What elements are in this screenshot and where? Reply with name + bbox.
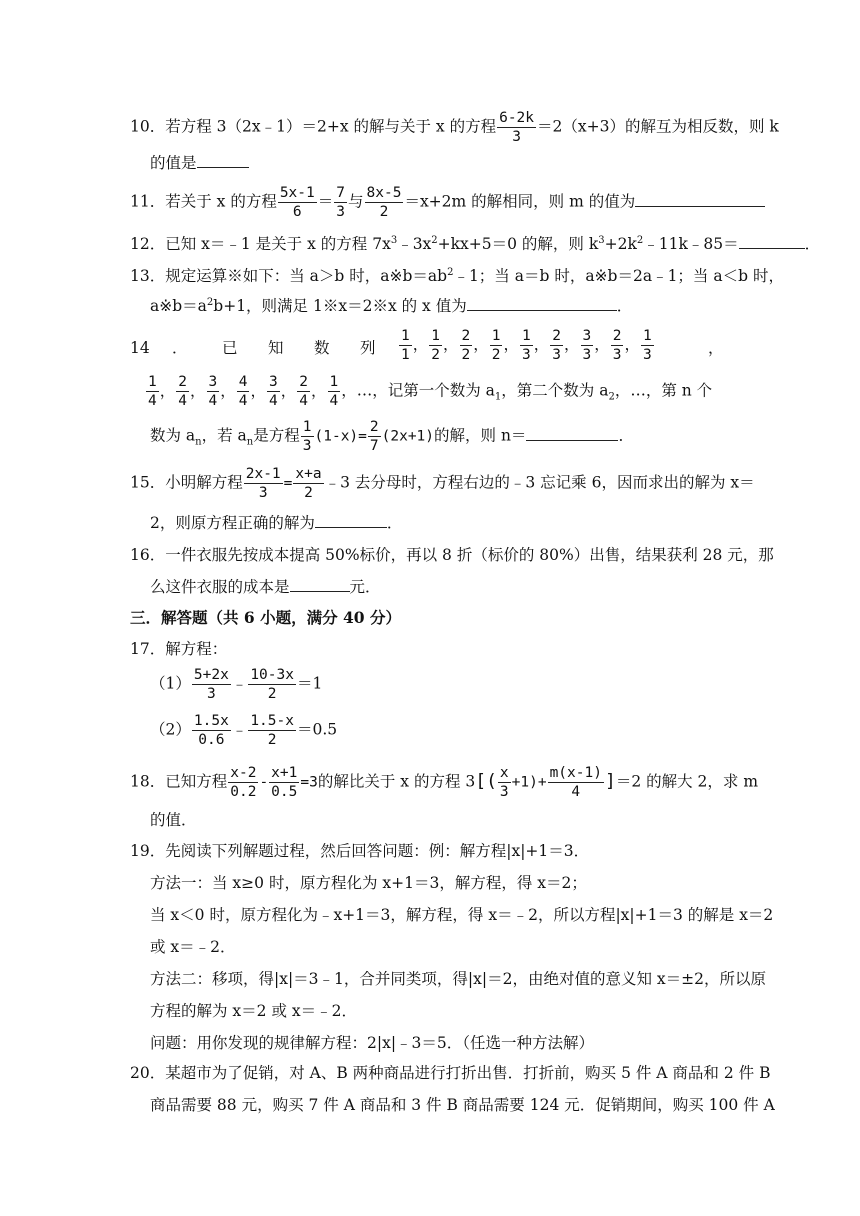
- q14-line3-b: ，若 a: [201, 426, 247, 445]
- q16-line1: 16．一件衣服先按成本提高 50%标价，再以 8 折（标价的 80%）出售，结果获利 28 元，那: [130, 546, 774, 564]
- q15-line2: 2，则原方程正确的解为: [150, 514, 315, 532]
- q14-seq-num: 2: [461, 328, 471, 344]
- q14-seq-den: 2: [491, 347, 501, 363]
- q14-seq-comma: ，: [412, 335, 429, 354]
- q17-p1-f2-num: 10-3x: [250, 667, 294, 683]
- q11-mid: 与: [348, 192, 364, 211]
- q14-seq-num: 2: [178, 374, 187, 390]
- q14-eqf1-den: 3: [302, 438, 312, 454]
- q17-p1-minus: ﹣: [231, 674, 248, 693]
- q11-f1-num: 5x-1: [279, 185, 315, 201]
- q17-p1-label: （1）: [150, 674, 191, 693]
- question-19-l2: [150, 872, 860, 894]
- q14-eqf2-den: 7: [369, 438, 379, 454]
- q10-answer-blank[interactable]: [197, 153, 249, 168]
- q13-line2b: b+1，则满足 1※x＝2※x 的 x 值为: [213, 297, 467, 316]
- q14-sub: 1: [494, 391, 502, 403]
- q14-seq-den: 4: [299, 393, 308, 409]
- q14-seq-den: 4: [148, 393, 157, 409]
- q17-p1-f2-den: 2: [267, 686, 277, 702]
- q14-seq-num: 1: [522, 328, 531, 344]
- q14-sub: 2: [608, 391, 615, 403]
- q18-f3-den: 3: [499, 784, 509, 800]
- q14-seq-fraction: [460, 327, 473, 364]
- q14-seq-comma: ，: [280, 381, 297, 400]
- q20-line1: 20．某超市为了促销，对 A、B 两种商品进行打折出售．打折前，购买 5 件 A 商品和 2 件 B: [130, 1064, 771, 1082]
- q12-c: +kx+5＝0 的解，则 k: [437, 235, 599, 254]
- question-18: [130, 764, 860, 801]
- q13-line1b: ﹣1；当 a＝b 时，a※b＝2a﹣1；当 a＜b 时，: [453, 267, 784, 286]
- q12-a: 12．已知 x＝﹣1 是关于 x 的方程 7x: [130, 235, 391, 254]
- q19-line6: 方程的解为 x＝2 或 x＝﹣2．: [150, 1002, 357, 1020]
- q15-f2-num: x+a: [295, 466, 322, 482]
- q14-line3-a: 数为 a: [150, 426, 196, 445]
- q14-seq-num: 2: [612, 328, 622, 344]
- q14-dot: ．: [172, 339, 188, 357]
- q11-text: 11．若关于 x 的方程: [130, 192, 277, 211]
- q18-f2-num: x+1: [271, 765, 298, 781]
- q10-text-after: ＝2（x+3）的解互为相反数，则 k: [537, 117, 779, 136]
- q14-seq-den: 4: [208, 393, 218, 409]
- q14-seq-fraction: [490, 327, 503, 364]
- q14-seq-comma: ，: [563, 335, 580, 354]
- q14-answer-blank[interactable]: [526, 426, 618, 441]
- q12-b: ﹣3x: [397, 235, 432, 254]
- q14-seq-fraction: [550, 327, 563, 364]
- q17-p2-f2-den: 2: [267, 732, 277, 748]
- q17-p1-f1-den: 3: [206, 686, 216, 702]
- question-19-l1: [130, 840, 860, 862]
- q19-line5: 方法二：移项，得|x|＝3﹣1，合并同类项，得|x|＝2，由绝对值的意义知 x＝±2，所以原: [150, 970, 766, 988]
- q14-seq-comma: ，: [250, 381, 266, 400]
- q14-seq-fraction: [237, 373, 250, 410]
- q10-text: 10．若方程 3（2x﹣1）＝2+x 的解与关于 x 的方程: [130, 117, 497, 136]
- question-17-part2: [150, 712, 860, 749]
- q16-answer-blank[interactable]: [290, 577, 350, 592]
- q14-seq-comma: ，: [473, 335, 489, 354]
- question-15: [130, 465, 860, 502]
- q15-text: 15．小明解方程: [130, 473, 243, 492]
- q18-text-after: ＝2 的解大 2，求 m: [615, 772, 759, 791]
- q14-char: 知: [268, 339, 284, 357]
- q11-f3-num: 8x-5: [366, 185, 402, 201]
- q12-d: +2k: [604, 235, 637, 254]
- question-19-l5: [150, 968, 860, 990]
- q13-sup: 2: [206, 297, 214, 308]
- q19-line2: 方法一：当 x≥0 时，原方程化为 x+1＝3，解方程，得 x＝2；: [150, 874, 587, 892]
- section-3-heading: [130, 607, 860, 629]
- q14-seq-comma: ，: [624, 335, 640, 354]
- question-14: [130, 327, 860, 367]
- question-14-line3: 数为 $a_n$，若 $a_n$是方程 $\frac{1}{3}$ (1-x)= $\frac{2}{7}$ (2x+1)的解，则 n＝ ．: [150, 419, 634, 454]
- q14-seq-num: 4: [238, 374, 248, 390]
- q14-sequence-row2: [145, 374, 341, 409]
- q14-seq-num: 2: [552, 328, 561, 344]
- q17-p1-end: ＝1: [296, 674, 323, 693]
- q18-bracket-open: [(: [475, 770, 497, 792]
- q18-f3-num: x: [499, 765, 509, 781]
- q14-char: 列: [360, 339, 376, 357]
- q14-line2-text: ，…，记第一个数为 a: [341, 381, 495, 400]
- q18-f2-den: 0.5: [271, 784, 298, 800]
- q14-seq-num: 1: [329, 374, 339, 390]
- q14-seq-den: 3: [522, 347, 531, 363]
- q14-seq-num: 1: [491, 328, 501, 344]
- q18-plus1: +1)+: [511, 774, 547, 791]
- q14-seq-den: 4: [329, 393, 339, 409]
- question-20-l2: [150, 1094, 860, 1116]
- q14-sub: n: [195, 436, 202, 448]
- q14-eqf1-num: 1: [302, 419, 312, 435]
- q14-seq-num: 1: [643, 328, 652, 344]
- q18-eq3: =3: [300, 774, 318, 791]
- q12-sup: 2: [636, 235, 644, 246]
- question-19-l6: [150, 1000, 860, 1022]
- q13-line1: 13．规定运算※如下：当 a＞b 时，a※b＝ab: [130, 267, 448, 286]
- question-18-line2: [150, 809, 860, 831]
- q14-seq-fraction: [267, 373, 280, 410]
- q14-comma: ，: [708, 339, 724, 357]
- q20-line2: 商品需要 88 元，购买 7 件 A 商品和 3 件 B 商品需要 124 元．促销期间，购买 100 件 A: [150, 1096, 775, 1114]
- q11-eq: ＝: [317, 192, 334, 211]
- q14-seq-den: 4: [178, 393, 187, 409]
- question-11: [130, 184, 860, 221]
- q16-line2b: 元．: [349, 578, 381, 596]
- q14-seq-den: 3: [612, 347, 622, 363]
- question-16-line2: [150, 576, 860, 598]
- q14-seq-num: 1: [148, 374, 157, 390]
- q19-line4: 或 x＝﹣2．: [150, 938, 236, 956]
- q14-seq-fraction: [611, 327, 624, 364]
- q17-p2-f1-den: 0.6: [198, 732, 225, 748]
- q13-sup: 2: [447, 267, 454, 278]
- q14-seq-den: 2: [431, 347, 440, 363]
- q14-seq-den: 4: [269, 393, 278, 409]
- q14-seq-comma: ，: [533, 335, 550, 354]
- q14-eq-mid1: (1-x)=: [314, 428, 367, 445]
- q18-mid: 的解比关于 x 的方程 3: [317, 772, 476, 791]
- q17-p2-f2-num: 1.5-x: [250, 713, 294, 729]
- q14-seq-fraction: [581, 327, 594, 364]
- question-17-part1: [150, 666, 860, 703]
- q18-f4-den: 4: [571, 784, 581, 800]
- q15-eq: =: [283, 475, 293, 492]
- q14-line3-c: 是方程: [253, 426, 300, 445]
- q19-line1: 19．先阅读下列解题过程，然后回答问题：例：解方程|x|+1＝3．: [130, 842, 590, 860]
- q14-seq-comma: ，: [310, 381, 327, 400]
- question-10-line2: [150, 152, 860, 174]
- question-10: [130, 109, 860, 146]
- q14-seq-comma: ，: [189, 381, 206, 400]
- question-16: [130, 544, 860, 566]
- q14-seq-num: 3: [269, 374, 278, 390]
- q18-f4-num: m(x-1): [549, 765, 602, 781]
- q14-seq-den: 3: [552, 347, 561, 363]
- q14-num: 14: [130, 339, 150, 357]
- question-13: [130, 262, 860, 287]
- q14-seq-num: 2: [299, 374, 308, 390]
- q17-p2-label: （2）: [150, 720, 191, 739]
- q17-title: 17．解方程：: [130, 640, 228, 658]
- q11-answer-blank[interactable]: [635, 192, 765, 207]
- question-19-l4: [150, 936, 860, 958]
- q11-f2-num: 7: [336, 185, 345, 201]
- q15-f1-den: 3: [258, 485, 268, 501]
- q14-seq-comma: ，: [594, 335, 610, 354]
- q14-seq-comma: ，: [503, 335, 519, 354]
- q14-seq-fraction: [429, 327, 442, 364]
- q14-seq-fraction: [146, 373, 159, 410]
- q12-sup: 3: [390, 235, 398, 246]
- section-3-title: 三．解答题（共 6 小题，满分 40 分）: [130, 608, 401, 627]
- q14-seq-den: 3: [582, 347, 592, 363]
- q14-char: 数: [314, 339, 330, 357]
- question-12: 12．已知 x＝﹣1 是关于 x 的方程 $7x^3﹣3x^2+kx+5=0$ 的解，则 $k^3+2k^2﹣11k﹣85=$ ．: [130, 235, 821, 254]
- q14-seq-num: 3: [582, 328, 592, 344]
- q10-frac-den: 3: [512, 129, 521, 145]
- q17-p2-f1-num: 1.5x: [193, 713, 229, 729]
- q14-seq-comma: ，: [442, 335, 459, 354]
- q13-answer-blank[interactable]: [467, 296, 617, 311]
- question-20-l1: [130, 1062, 860, 1084]
- q11-f1-den: 6: [292, 204, 302, 220]
- q11-text-after: ＝x+2m 的解相同，则 m 的值为: [404, 192, 636, 211]
- q10-fraction: [497, 109, 536, 146]
- q17-p2-minus: ﹣: [231, 720, 248, 739]
- q15-text-after: ﹣3 去分母时，方程右边的﹣3 忘记乘 6，因而求出的解为 x＝: [324, 473, 755, 492]
- question-15-line2: 2，则原方程正确的解为 ．: [150, 514, 403, 532]
- q14-seq-comma: ，: [220, 381, 236, 400]
- q14-seq-num: 1: [431, 328, 440, 344]
- q10-line2: 的值是: [150, 154, 197, 172]
- q14-seq-num: 3: [208, 374, 218, 390]
- q18-f1-num: x-2: [230, 765, 257, 781]
- q14-seq-fraction: [207, 373, 220, 410]
- q15-f2-den: 2: [304, 485, 313, 501]
- q18-minus: -: [259, 774, 269, 791]
- q14-sequence-row1: [398, 327, 655, 364]
- q17-p2-end: ＝0.5: [296, 720, 338, 739]
- q11-f3-den: 2: [379, 204, 389, 220]
- question-19-l7: [150, 1032, 860, 1054]
- question-13-line2: $a※b=a^2b+1$，则满足 1※x＝2※x 的 x 值为 ．: [150, 297, 633, 316]
- q14-seq-fraction: [176, 373, 189, 410]
- q14-seq-comma: ，: [159, 381, 176, 400]
- q14-sub: n: [246, 436, 254, 448]
- q13-line2a: a※b＝a: [150, 297, 207, 316]
- q14-eqf2-num: 2: [369, 419, 379, 435]
- q14-line2-end: ，…，第 n 个: [614, 381, 713, 400]
- question-14-line2: [145, 373, 860, 413]
- q14-seq-fraction: [328, 373, 341, 410]
- q14-seq-fraction: [641, 327, 654, 364]
- question-17: [130, 638, 860, 660]
- q17-p1-f1-num: 5+2x: [193, 667, 229, 683]
- q12-sup: 2: [431, 235, 438, 246]
- q18-bracket-close: ]: [604, 770, 616, 792]
- q12-answer-blank[interactable]: [739, 234, 805, 249]
- q18-text: 18．已知方程: [130, 772, 228, 791]
- q14-line3-d: 的解，则 n＝: [434, 426, 527, 445]
- q14-seq-fraction: [297, 373, 310, 410]
- q14-char: 已: [222, 339, 238, 357]
- q14-seq-fraction: [520, 327, 533, 364]
- q14-seq-den: 4: [238, 393, 248, 409]
- q15-f1-num: 2x-1: [245, 466, 281, 482]
- q12-e: ﹣11k﹣85＝: [643, 235, 739, 254]
- q14-eq-mid2: (2x+1): [381, 428, 435, 445]
- q19-line3: 当 x＜0 时，原方程化为﹣x+1＝3，解方程，得 x＝﹣2，所以方程|x|+1＝3 的解是 x＝2: [150, 906, 774, 924]
- q14-seq-fraction: [399, 327, 412, 364]
- q15-answer-blank[interactable]: [315, 513, 387, 528]
- q16-line2a: 么这件衣服的成本是: [150, 578, 290, 596]
- q14-line2-mid: ，第二个数为 a: [501, 381, 609, 400]
- q14-seq-den: 2: [461, 347, 471, 363]
- question-19-l3: [150, 904, 860, 926]
- q18-line2: 的值．: [150, 811, 197, 829]
- q12-sup: 3: [598, 235, 605, 246]
- q11-f2-den: 3: [336, 204, 345, 220]
- q14-seq-den: 3: [643, 347, 652, 363]
- q10-frac-num: 6-2k: [499, 110, 535, 126]
- q19-line7: 问题：用你发现的规律解方程：2|x|﹣3＝5．（任选一种方法解）: [150, 1034, 595, 1052]
- q14-seq-num: 1: [401, 328, 410, 344]
- q14-seq-den: 1: [401, 347, 410, 363]
- q18-f1-den: 0.2: [230, 784, 257, 800]
